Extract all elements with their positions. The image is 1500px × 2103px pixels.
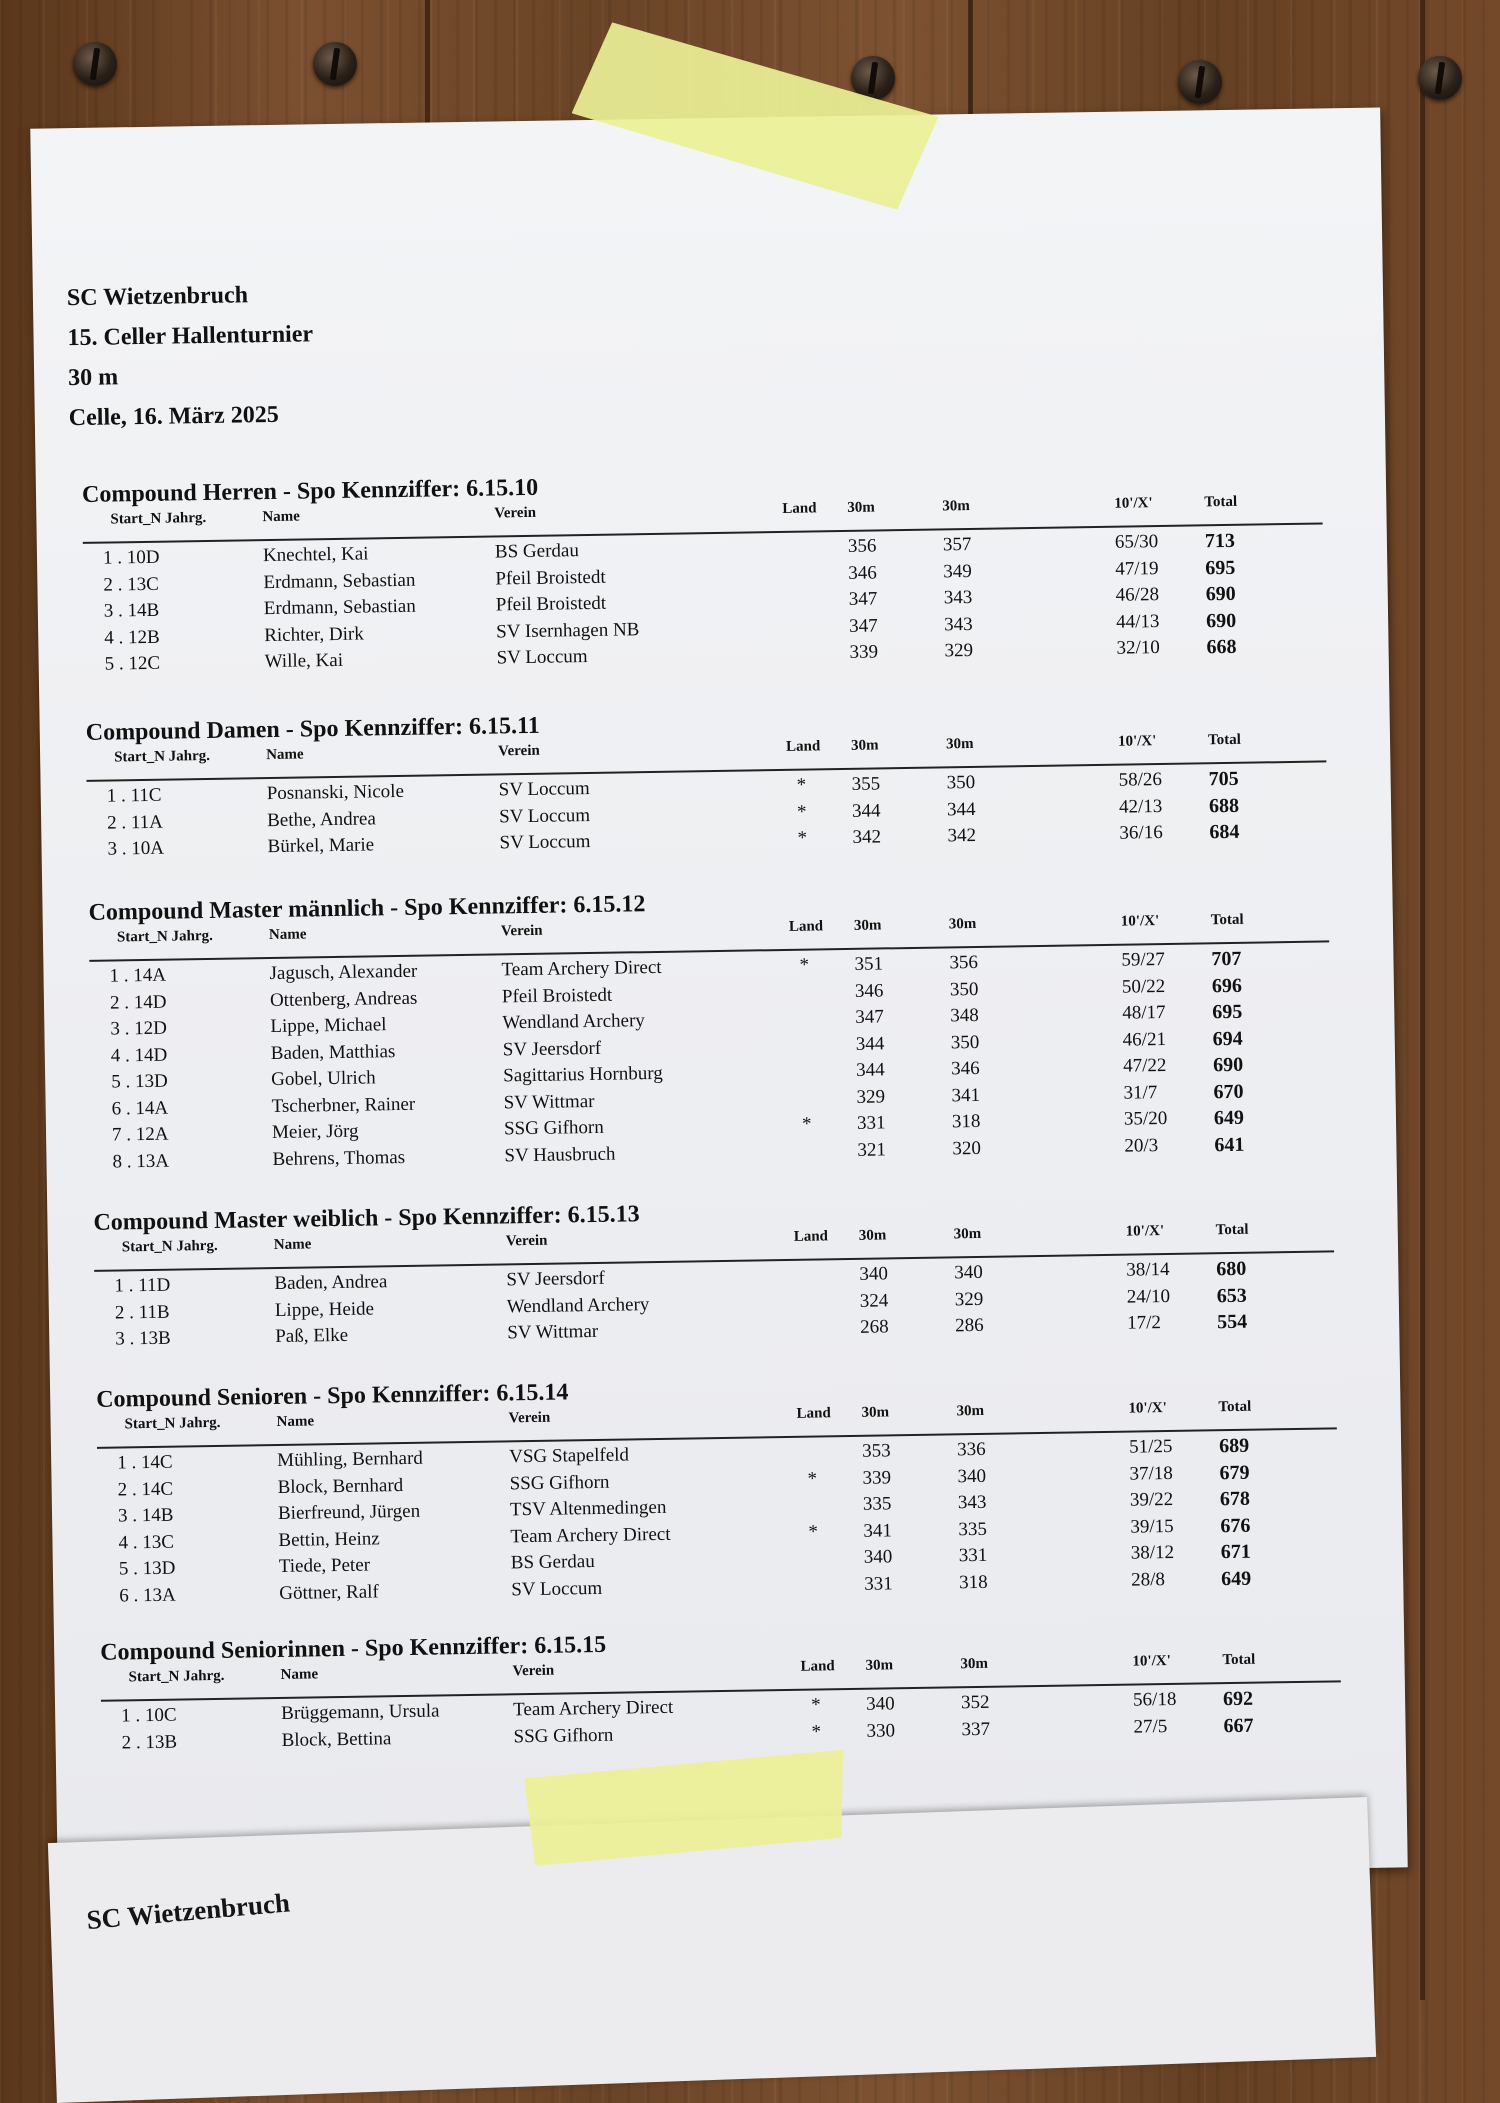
cell-r1: 347 bbox=[855, 1006, 884, 1028]
cell-r1: 346 bbox=[854, 979, 884, 1002]
column-header-verein: Verein bbox=[505, 1232, 548, 1250]
cell-r2: 356 bbox=[949, 951, 979, 974]
cell-name: Meier, Jörg bbox=[271, 1120, 359, 1144]
cell-xs: 48/17 bbox=[1122, 1001, 1166, 1024]
cell-xs: 65/30 bbox=[1114, 531, 1159, 553]
column-header-verein: Verein bbox=[497, 742, 540, 760]
cell-start: 5 . 13D bbox=[111, 1070, 168, 1093]
cell-xs: 35/20 bbox=[1123, 1107, 1168, 1130]
column-header-name: Name bbox=[273, 1236, 312, 1254]
cell-r2: 336 bbox=[956, 1438, 986, 1461]
cell-xs: 47/19 bbox=[1115, 557, 1159, 580]
cell-r1: 324 bbox=[859, 1289, 889, 1312]
cell-verein: SV Loccum bbox=[498, 778, 590, 801]
cell-r2: 340 bbox=[957, 1465, 987, 1487]
cell-land: * bbox=[796, 801, 807, 823]
column-header-r2: 30m bbox=[942, 498, 970, 515]
cell-name: Tscherbner, Rainer bbox=[271, 1093, 416, 1117]
cell-start: 2 . 13C bbox=[103, 573, 160, 596]
cell-xs: 42/13 bbox=[1118, 795, 1163, 818]
cell-name: Block, Bettina bbox=[281, 1727, 392, 1751]
cell-verein: SV Hausbruch bbox=[504, 1143, 616, 1166]
cell-r1: 353 bbox=[861, 1440, 891, 1462]
cell-xs: 38/12 bbox=[1130, 1541, 1175, 1564]
cell-start: 6 . 13A bbox=[119, 1584, 176, 1606]
event-name: 15. Celler Hallenturnier bbox=[67, 321, 314, 352]
cell-r2: 320 bbox=[952, 1137, 982, 1159]
column-header-r2: 30m bbox=[945, 735, 974, 753]
column-header-total: Total bbox=[1222, 1651, 1256, 1669]
cell-xs: 24/10 bbox=[1126, 1285, 1171, 1308]
cell-start: 8 . 13A bbox=[112, 1150, 170, 1173]
distance: 30 m bbox=[67, 364, 119, 392]
cell-start: 4 . 12B bbox=[104, 626, 160, 649]
cell-r2: 349 bbox=[943, 560, 972, 582]
cell-verein: SSG Gifhorn bbox=[509, 1471, 610, 1494]
cell-r2: 357 bbox=[942, 533, 972, 556]
section-title: Compound Herren - Spo Kennziffer: 6.15.10 bbox=[81, 474, 539, 508]
column-header-verein: Verein bbox=[494, 504, 537, 522]
cell-r1: 355 bbox=[851, 773, 881, 795]
cell-verein: Wendland Archery bbox=[506, 1293, 650, 1317]
column-header-r1: 30m bbox=[853, 917, 882, 934]
cell-r1: 341 bbox=[863, 1519, 893, 1542]
cell-verein: SV Jeersdorf bbox=[506, 1267, 605, 1291]
cell-xs: 56/18 bbox=[1132, 1688, 1177, 1711]
cell-name: Bierfreund, Jürgen bbox=[277, 1500, 421, 1524]
column-header-land: Land bbox=[782, 500, 817, 517]
cell-xs: 58/26 bbox=[1118, 769, 1163, 791]
cell-verein: Team Archery Direct bbox=[512, 1696, 674, 1721]
cell-start: 7 . 12A bbox=[111, 1123, 169, 1146]
cell-r2: 343 bbox=[943, 613, 973, 635]
cell-name: Tiede, Peter bbox=[278, 1554, 371, 1577]
cell-verein: Team Archery Direct bbox=[501, 956, 662, 981]
cell-verein: Pfeil Broistedt bbox=[495, 592, 607, 616]
cell-start: 4 . 14D bbox=[110, 1044, 168, 1067]
cell-r2: 343 bbox=[943, 586, 973, 609]
column-header-name: Name bbox=[262, 508, 301, 526]
cell-total: 679 bbox=[1219, 1461, 1250, 1484]
cell-total: 678 bbox=[1219, 1487, 1251, 1511]
cell-total: 670 bbox=[1213, 1080, 1244, 1103]
cell-start: 1 . 11C bbox=[106, 784, 162, 807]
cell-r2: 340 bbox=[954, 1261, 984, 1284]
cell-verein: Pfeil Broistedt bbox=[495, 566, 606, 589]
cell-xs: 28/8 bbox=[1131, 1568, 1166, 1591]
column-header-total: Total bbox=[1215, 1221, 1249, 1239]
cell-r1: 339 bbox=[849, 641, 879, 663]
cell-r1: 321 bbox=[857, 1138, 887, 1161]
cell-start: 2 . 14C bbox=[117, 1478, 174, 1501]
cell-start: 3 . 10A bbox=[107, 837, 165, 860]
column-header-total: Total bbox=[1210, 911, 1244, 929]
cell-total: 690 bbox=[1205, 582, 1236, 606]
cell-r2: 343 bbox=[957, 1491, 987, 1514]
column-header-r1: 30m bbox=[861, 1404, 890, 1421]
section-title: Compound Master weiblich - Spo Kennziffer: 6.15.13 bbox=[93, 1201, 640, 1236]
cell-xs: 44/13 bbox=[1115, 610, 1160, 633]
cell-start: 2 . 11B bbox=[114, 1301, 170, 1324]
cell-r2: 341 bbox=[951, 1084, 981, 1106]
cell-start: 2 . 14D bbox=[109, 991, 167, 1014]
screw-icon bbox=[313, 42, 357, 86]
column-header-xs: 10'/X' bbox=[1132, 1652, 1171, 1670]
cell-start: 1 . 10D bbox=[102, 546, 160, 569]
cell-name: Jagusch, Alexander bbox=[269, 960, 418, 985]
section-title: Compound Senioren - Spo Kennziffer: 6.15.14 bbox=[96, 1379, 569, 1413]
cell-xs: 38/14 bbox=[1126, 1258, 1170, 1281]
cell-start: 5 . 13D bbox=[118, 1557, 176, 1580]
cell-start: 3 . 12D bbox=[110, 1017, 168, 1040]
cell-land: * bbox=[796, 774, 807, 796]
cell-total: 668 bbox=[1206, 635, 1237, 659]
cell-start: 3 . 14B bbox=[117, 1504, 174, 1527]
column-header-land: Land bbox=[796, 1405, 831, 1422]
cell-total: 653 bbox=[1216, 1284, 1247, 1307]
column-header-xs: 10'/X' bbox=[1125, 1223, 1165, 1240]
cell-name: Ottenberg, Andreas bbox=[269, 987, 418, 1011]
column-header-total: Total bbox=[1204, 493, 1238, 511]
column-header-r1: 30m bbox=[865, 1657, 894, 1674]
cell-name: Bürkel, Marie bbox=[267, 834, 375, 858]
column-header-start: Start_N Jahrg. bbox=[116, 927, 213, 946]
cell-name: Posnanski, Nicole bbox=[266, 780, 405, 805]
cell-r1: 329 bbox=[856, 1085, 886, 1108]
cell-name: Baden, Matthias bbox=[270, 1040, 396, 1064]
cell-r2: 335 bbox=[958, 1518, 988, 1540]
cell-r2: 342 bbox=[947, 824, 977, 847]
column-header-land: Land bbox=[785, 738, 821, 755]
column-header-land: Land bbox=[788, 918, 824, 935]
cell-start: 3 . 13B bbox=[115, 1327, 171, 1350]
cell-name: Bethe, Andrea bbox=[266, 807, 376, 831]
cell-verein: BS Gerdau bbox=[494, 540, 580, 563]
cell-xs: 46/28 bbox=[1115, 584, 1160, 606]
cell-r1: 331 bbox=[856, 1112, 886, 1134]
cell-name: Gobel, Ulrich bbox=[271, 1067, 376, 1091]
cell-name: Bettin, Heinz bbox=[278, 1527, 380, 1551]
cell-r2: 286 bbox=[955, 1314, 984, 1337]
cell-name: Baden, Andrea bbox=[274, 1271, 388, 1295]
cell-start: 1 . 10C bbox=[121, 1704, 177, 1727]
column-header-r1: 30m bbox=[858, 1227, 887, 1244]
cell-r2: 318 bbox=[951, 1110, 981, 1133]
cell-xs: 27/5 bbox=[1133, 1715, 1168, 1738]
cell-verein: SSG Gifhorn bbox=[503, 1116, 604, 1140]
wood-seam bbox=[1420, 0, 1425, 2000]
cell-r1: 342 bbox=[852, 826, 882, 848]
column-header-r1: 30m bbox=[850, 737, 879, 754]
column-header-start: Start_N Jahrg. bbox=[114, 747, 211, 766]
result-section bbox=[93, 1186, 1335, 1355]
cell-name: Richter, Dirk bbox=[264, 623, 364, 646]
column-header-r2: 30m bbox=[960, 1655, 989, 1673]
cell-land: * bbox=[811, 1720, 822, 1743]
result-section bbox=[88, 876, 1332, 1177]
cell-total: 692 bbox=[1222, 1687, 1254, 1711]
screw-icon bbox=[1418, 56, 1462, 100]
cell-total: 671 bbox=[1220, 1540, 1251, 1564]
cell-total: 690 bbox=[1205, 609, 1237, 632]
cell-r2: 344 bbox=[946, 798, 976, 820]
cell-start: 1 . 14A bbox=[109, 964, 167, 987]
place-date: Celle, 16. März 2025 bbox=[68, 401, 279, 432]
column-header-start: Start_N Jahrg. bbox=[110, 509, 207, 528]
cell-total: 707 bbox=[1211, 947, 1242, 971]
column-header-land: Land bbox=[793, 1228, 829, 1245]
cell-r1: 351 bbox=[854, 953, 884, 975]
cell-r2: 350 bbox=[946, 771, 976, 794]
cell-start: 2 . 13B bbox=[121, 1731, 178, 1753]
cell-xs: 46/21 bbox=[1122, 1028, 1167, 1051]
cell-name: Knechtel, Kai bbox=[262, 543, 369, 567]
cell-xs: 50/22 bbox=[1121, 975, 1166, 998]
cell-r2: 329 bbox=[944, 639, 974, 662]
cell-xs: 32/10 bbox=[1116, 637, 1160, 659]
column-header-total: Total bbox=[1218, 1398, 1252, 1416]
cell-r1: 331 bbox=[864, 1572, 893, 1595]
cell-r2: 337 bbox=[961, 1718, 991, 1740]
column-header-total: Total bbox=[1207, 731, 1241, 749]
column-header-land: Land bbox=[800, 1658, 835, 1675]
cell-total: 695 bbox=[1212, 1000, 1243, 1024]
cell-xs: 37/18 bbox=[1129, 1462, 1173, 1485]
cell-name: Paß, Elke bbox=[275, 1324, 349, 1348]
cell-xs: 20/3 bbox=[1124, 1134, 1159, 1157]
cell-verein: SV Loccum bbox=[511, 1577, 603, 1600]
column-header-start: Start_N Jahrg. bbox=[124, 1414, 221, 1433]
cell-start: 6 . 14A bbox=[111, 1097, 169, 1120]
cell-verein: SV Loccum bbox=[499, 831, 591, 854]
cell-verein: Sagittarius Hornburg bbox=[503, 1062, 663, 1087]
cell-total: 705 bbox=[1208, 767, 1239, 791]
cell-r1: 347 bbox=[849, 614, 878, 637]
cell-xs: 31/7 bbox=[1123, 1081, 1158, 1104]
cell-verein: BS Gerdau bbox=[510, 1551, 595, 1574]
cell-r1: 268 bbox=[860, 1316, 889, 1338]
cell-name: Block, Bernhard bbox=[277, 1474, 404, 1498]
result-section bbox=[82, 458, 1325, 680]
section-title: Compound Damen - Spo Kennziffer: 6.15.11 bbox=[85, 712, 540, 746]
cell-r1: 344 bbox=[851, 799, 881, 822]
column-header-xs: 10'/X' bbox=[1117, 733, 1157, 750]
cell-total: 696 bbox=[1211, 974, 1243, 997]
cell-verein: SV Wittmar bbox=[507, 1320, 599, 1344]
cell-verein: Team Archery Direct bbox=[510, 1523, 671, 1547]
column-header-r1: 30m bbox=[847, 499, 875, 516]
column-header-name: Name bbox=[268, 926, 307, 944]
cell-verein: SV Loccum bbox=[496, 646, 588, 669]
cell-total: 688 bbox=[1208, 794, 1240, 817]
cell-verein: Pfeil Broistedt bbox=[501, 984, 613, 1007]
cell-r2: 331 bbox=[958, 1544, 988, 1567]
results-sheet bbox=[30, 108, 1407, 1889]
cell-name: Erdmann, Sebastian bbox=[263, 595, 416, 620]
cell-r1: 340 bbox=[863, 1546, 893, 1568]
cell-name: Göttner, Ralf bbox=[279, 1580, 379, 1604]
cell-verein: SSG Gifhorn bbox=[513, 1724, 614, 1747]
cell-r2: 346 bbox=[950, 1057, 980, 1080]
cell-land: * bbox=[801, 1113, 812, 1135]
column-header-verein: Verein bbox=[500, 922, 543, 940]
column-header-xs: 10'/X' bbox=[1128, 1400, 1167, 1417]
cell-name: Behrens, Thomas bbox=[272, 1146, 406, 1170]
cell-r1: 344 bbox=[855, 1032, 885, 1055]
cell-xs: 59/27 bbox=[1121, 948, 1165, 971]
cell-name: Wille, Kai bbox=[264, 649, 344, 673]
screw-icon bbox=[73, 42, 117, 86]
cell-start: 1 . 14C bbox=[117, 1451, 173, 1474]
column-header-name: Name bbox=[266, 746, 304, 764]
cell-land: * bbox=[797, 827, 808, 849]
cell-name: Lippe, Heide bbox=[274, 1297, 375, 1321]
cell-land: * bbox=[810, 1694, 821, 1716]
cell-r2: 352 bbox=[960, 1691, 990, 1714]
cell-xs: 47/22 bbox=[1122, 1054, 1167, 1077]
cell-total: 641 bbox=[1214, 1133, 1245, 1156]
cell-r1: 335 bbox=[862, 1493, 892, 1515]
cell-r1: 330 bbox=[866, 1719, 896, 1742]
section-title: Compound Seniorinnen - Spo Kennziffer: 6.15.15 bbox=[100, 1631, 607, 1666]
column-header-xs: 10'/X' bbox=[1114, 495, 1153, 512]
column-header-name: Name bbox=[280, 1666, 319, 1683]
cell-r1: 340 bbox=[859, 1263, 889, 1285]
cell-start: 4 . 13C bbox=[118, 1531, 175, 1553]
cell-total: 694 bbox=[1212, 1027, 1243, 1050]
cell-name: Lippe, Michael bbox=[270, 1014, 387, 1038]
section-title: Compound Master männlich - Spo Kennziffer: 6.15.12 bbox=[88, 891, 646, 926]
cell-start: 3 . 14B bbox=[103, 599, 160, 622]
cell-r1: 344 bbox=[855, 1059, 885, 1081]
cell-total: 680 bbox=[1216, 1257, 1247, 1281]
second-sheet-club: SC Wietzenbruch bbox=[85, 1887, 291, 1936]
cell-r2: 318 bbox=[959, 1571, 988, 1593]
cell-total: 689 bbox=[1218, 1434, 1250, 1458]
cell-verein: SV Wittmar bbox=[503, 1090, 595, 1113]
column-header-verein: Verein bbox=[512, 1662, 555, 1680]
cell-start: 1 . 11D bbox=[114, 1274, 171, 1297]
cell-verein: SV Loccum bbox=[498, 804, 591, 827]
cell-land: * bbox=[799, 954, 810, 976]
result-section bbox=[85, 696, 1327, 865]
column-header-verein: Verein bbox=[508, 1409, 551, 1427]
column-header-r2: 30m bbox=[953, 1225, 982, 1243]
cell-r2: 348 bbox=[950, 1004, 979, 1027]
cell-xs: 39/22 bbox=[1129, 1488, 1174, 1511]
cell-verein: SV Isernhagen NB bbox=[496, 618, 640, 642]
cell-total: 554 bbox=[1216, 1310, 1248, 1334]
club-name: SC Wietzenbruch bbox=[66, 282, 249, 312]
result-section bbox=[96, 1363, 1339, 1611]
cell-r1: 340 bbox=[865, 1693, 895, 1715]
cell-verein: SV Jeersdorf bbox=[502, 1037, 602, 1060]
cell-xs: 51/25 bbox=[1128, 1435, 1173, 1458]
column-header-xs: 10'/X' bbox=[1120, 913, 1160, 930]
cell-total: 649 bbox=[1213, 1106, 1245, 1130]
cell-r2: 350 bbox=[950, 1031, 980, 1053]
cell-land: * bbox=[808, 1521, 819, 1543]
cell-name: Mühling, Bernhard bbox=[277, 1447, 424, 1471]
cell-total: 667 bbox=[1223, 1714, 1254, 1737]
cell-total: 713 bbox=[1204, 529, 1236, 553]
cell-verein: VSG Stapelfeld bbox=[509, 1444, 630, 1468]
cell-total: 695 bbox=[1205, 556, 1236, 579]
cell-r2: 350 bbox=[949, 978, 979, 1000]
cell-xs: 17/2 bbox=[1126, 1312, 1162, 1334]
cell-total: 690 bbox=[1212, 1053, 1244, 1077]
cell-r1: 346 bbox=[848, 561, 878, 584]
cell-total: 676 bbox=[1220, 1514, 1251, 1537]
cell-start: 5 . 12C bbox=[104, 652, 161, 675]
column-header-r2: 30m bbox=[956, 1402, 985, 1420]
document-header bbox=[67, 274, 315, 438]
cell-verein: Wendland Archery bbox=[502, 1010, 646, 1034]
cell-r1: 347 bbox=[848, 588, 878, 610]
column-header-name: Name bbox=[276, 1413, 315, 1431]
cell-verein: TSV Altenmedingen bbox=[509, 1496, 667, 1521]
cell-r1: 339 bbox=[862, 1466, 892, 1489]
column-header-r2: 30m bbox=[948, 915, 977, 933]
cell-name: Brüggemann, Ursula bbox=[281, 1700, 440, 1724]
screw-icon bbox=[1178, 60, 1222, 104]
cell-name: Erdmann, Sebastian bbox=[263, 569, 416, 593]
column-header-start: Start_N Jahrg. bbox=[121, 1237, 218, 1256]
cell-r1: 356 bbox=[847, 535, 877, 557]
cell-start: 2 . 11A bbox=[107, 811, 164, 834]
cell-xs: 36/16 bbox=[1119, 822, 1163, 844]
cell-land: * bbox=[807, 1468, 818, 1490]
column-header-start: Start_N Jahrg. bbox=[128, 1667, 225, 1686]
result-section bbox=[100, 1616, 1342, 1758]
cell-total: 649 bbox=[1221, 1567, 1252, 1590]
cell-xs: 39/15 bbox=[1130, 1515, 1174, 1538]
cell-total: 684 bbox=[1209, 820, 1240, 844]
cell-r2: 329 bbox=[954, 1288, 984, 1310]
